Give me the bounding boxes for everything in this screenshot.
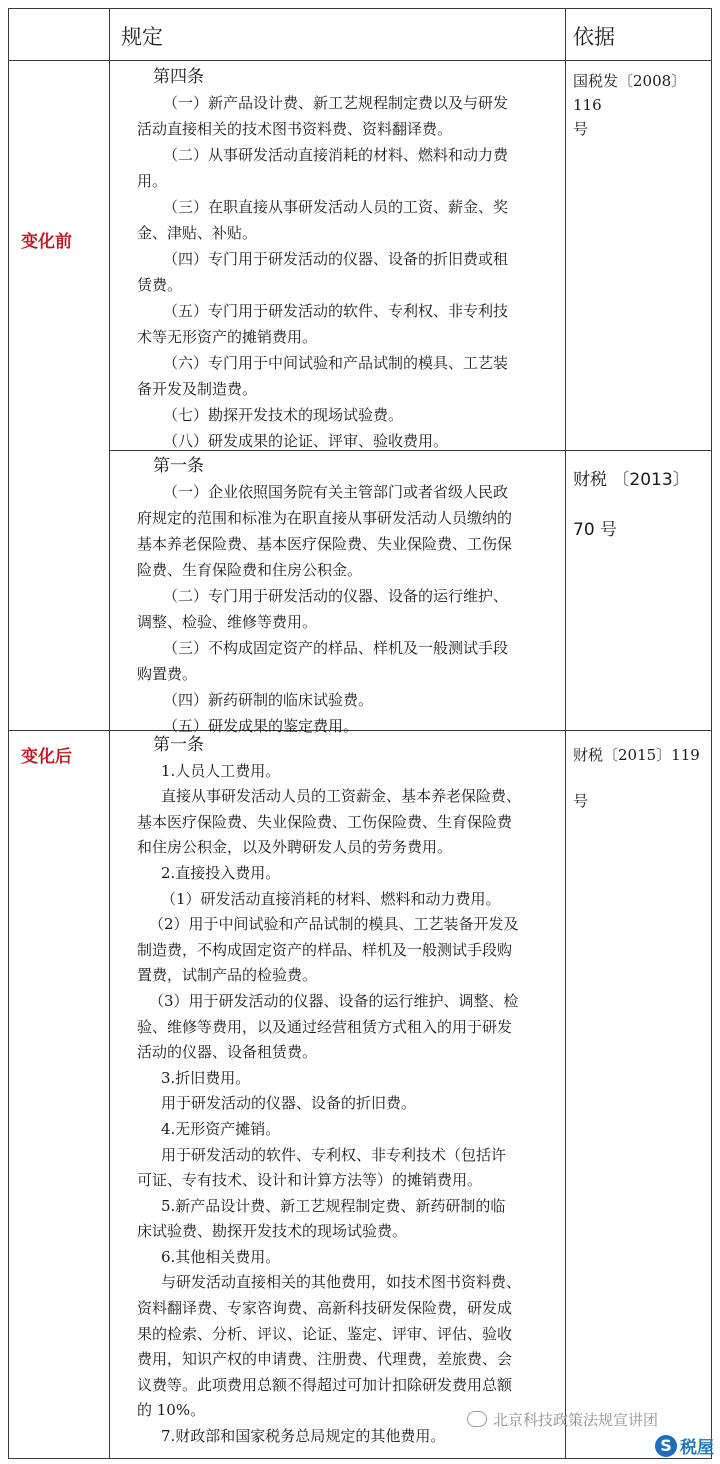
after-line: 用于研发活动的仪器、设备的折旧费。 xyxy=(161,1094,417,1113)
after-line: （3）用于研发活动的仪器、设备的运行维护、调整、检 xyxy=(149,991,519,1010)
rule-col-1 xyxy=(109,9,110,1458)
after-line: 5.新产品设计费、新工艺规程制定费、新药研制的临 xyxy=(161,1196,506,1215)
after-line: （2）用于中间试验和产品试制的模具、工艺装备开发及 xyxy=(149,915,519,934)
after-line: 直接从事研发活动人员的工资薪金、基本养老保险费、 xyxy=(161,787,522,806)
rule-header-bottom xyxy=(9,60,711,61)
before-1-line: 活动直接相关的技术图书资料费、资料翻译费。 xyxy=(137,120,453,138)
logo-mark: S xyxy=(655,1435,677,1457)
after-line: 床试验费、勘探开发技术的现场试验费。 xyxy=(137,1222,408,1241)
after-line: 3.折旧费用。 xyxy=(161,1068,251,1087)
before-1-line: （四）专门用于研发活动的仪器、设备的折旧费或租 xyxy=(163,250,509,268)
basis-line: 财税〔2015〕119 xyxy=(573,746,700,764)
after-line: 果的检索、分析、评议、论证、鉴定、评审、评估、验收 xyxy=(137,1324,513,1343)
before-1-line: （三）在职直接从事研发活动人员的工资、薪金、奖 xyxy=(163,198,509,216)
header-basis: 依据 xyxy=(573,25,615,49)
before-2-basis xyxy=(573,465,690,540)
before-2-line: 险费、生育保险费和住房公积金。 xyxy=(137,561,363,579)
basis-line: 财税 〔2013〕 xyxy=(573,470,690,490)
after-line: 资料翻译费、专家咨询费、高新科技研发保险费，研发成 xyxy=(137,1299,513,1318)
shuiwu-logo xyxy=(655,1433,714,1458)
logo-text: 税屋 xyxy=(680,1438,714,1458)
wechat-icon xyxy=(467,1411,487,1427)
basis-line: 国税发〔2008〕116 xyxy=(573,72,687,114)
after-line: 的 10%。 xyxy=(137,1401,206,1420)
basis-line: 70 号 xyxy=(573,520,618,540)
before-2-line: 府规定的范围和标准为在职直接从事研发活动人员缴纳的 xyxy=(137,509,513,527)
before-1-line: （八）研发成果的论证、评审、验收费用。 xyxy=(163,432,449,450)
before-2-line: （三）不构成固定资产的样品、样机及一般测试手段 xyxy=(163,639,509,657)
header-rule: 规定 xyxy=(121,25,163,49)
after-line: 置费，试制产品的检验费。 xyxy=(137,966,318,985)
before-1-line: （七）勘探开发技术的现场试验费。 xyxy=(163,406,404,424)
before-2-line: 第一条 xyxy=(153,456,204,476)
basis-line: 号 xyxy=(573,792,589,810)
after-line: 7.财政部和国家税务总局规定的其他费用。 xyxy=(161,1427,446,1446)
after-line: 基本医疗保险费、失业保险费、工伤保险费、生育保险费 xyxy=(137,812,513,831)
rule-col-2 xyxy=(565,9,566,1458)
row-label-before: 变化前 xyxy=(21,232,72,252)
after-line: 2.直接投入费用。 xyxy=(161,863,281,882)
before-2-text xyxy=(137,453,512,739)
before-1-line: 赁费。 xyxy=(137,276,183,294)
before-1-line: 用。 xyxy=(137,172,168,190)
regulation-table xyxy=(8,8,712,1459)
after-line: （1）研发活动直接消耗的材料、燃料和动力费用。 xyxy=(161,889,501,908)
after-line: 可证、专有技术、设计和计算方法等）的摊销费用。 xyxy=(137,1171,483,1190)
watermark-text: 北京科技政策法规宣讲团 xyxy=(492,1411,658,1429)
before-2-line: 购置费。 xyxy=(137,665,198,683)
after-line: 费用，知识产权的申请费、注册费、代理费，差旅费、会 xyxy=(137,1350,513,1369)
before-2-line: （四）新药研制的临床试验费。 xyxy=(163,691,374,709)
row-label-after: 变化后 xyxy=(21,747,72,767)
before-1-line: 术等无形资产的摊销费用。 xyxy=(137,328,318,346)
before-1-basis xyxy=(573,69,711,141)
after-line: 4.无形资产摊销。 xyxy=(161,1119,281,1138)
before-2-line: （五）研发成果的鉴定费用。 xyxy=(163,717,359,735)
before-1-line: （六）专门用于中间试验和产品试制的模具、工艺装 xyxy=(163,354,509,372)
basis-line: 号 xyxy=(573,120,589,138)
before-1-text xyxy=(137,64,508,454)
after-line: 议费等。此项费用总额不得超过可加计扣除研发费用总额 xyxy=(137,1375,513,1394)
after-line: 第一条 xyxy=(153,735,204,755)
after-line: 1.人员人工费用。 xyxy=(161,761,281,780)
before-1-line: （五）专门用于研发活动的软件、专利权、非专利技 xyxy=(163,302,509,320)
before-2-line: 调整、检验、维修等费用。 xyxy=(137,613,318,631)
after-text xyxy=(137,733,521,1450)
after-line: 用于研发活动的软件、专利权、非专利技术（包括许 xyxy=(161,1145,507,1164)
after-line: 验、维修等费用，以及通过经营租赁方式租入的用于研发 xyxy=(137,1017,513,1036)
before-1-line: 第四条 xyxy=(153,67,204,87)
after-line: 制造费，不构成固定资产的样品、样机及一般测试手段购 xyxy=(137,940,513,959)
before-2-line: （二）专门用于研发活动的仪器、设备的运行维护、 xyxy=(163,587,509,605)
after-line: 活动的仪器、设备租赁费。 xyxy=(137,1043,318,1062)
before-1-line: （一）新产品设计费、新工艺规程制定费以及与研发 xyxy=(163,94,509,112)
after-line: 6.其他相关费用。 xyxy=(161,1247,281,1266)
after-basis xyxy=(573,743,700,813)
after-line: 和住房公积金，以及外聘研发人员的劳务费用。 xyxy=(137,838,453,857)
watermark xyxy=(467,1409,658,1430)
before-1-line: 金、津贴、补贴。 xyxy=(137,224,258,242)
before-1-line: （二）从事研发活动直接消耗的材料、燃料和动力费 xyxy=(163,146,509,164)
before-2-line: （一）企业依照国务院有关主管部门或者省级人民政 xyxy=(163,483,509,501)
after-line: 与研发活动直接相关的其他费用，如技术图书资料费、 xyxy=(161,1273,522,1292)
before-1-line: 备开发及制造费。 xyxy=(137,380,258,398)
before-2-line: 基本养老保险费、基本医疗保险费、失业保险费、工伤保 xyxy=(137,535,513,553)
